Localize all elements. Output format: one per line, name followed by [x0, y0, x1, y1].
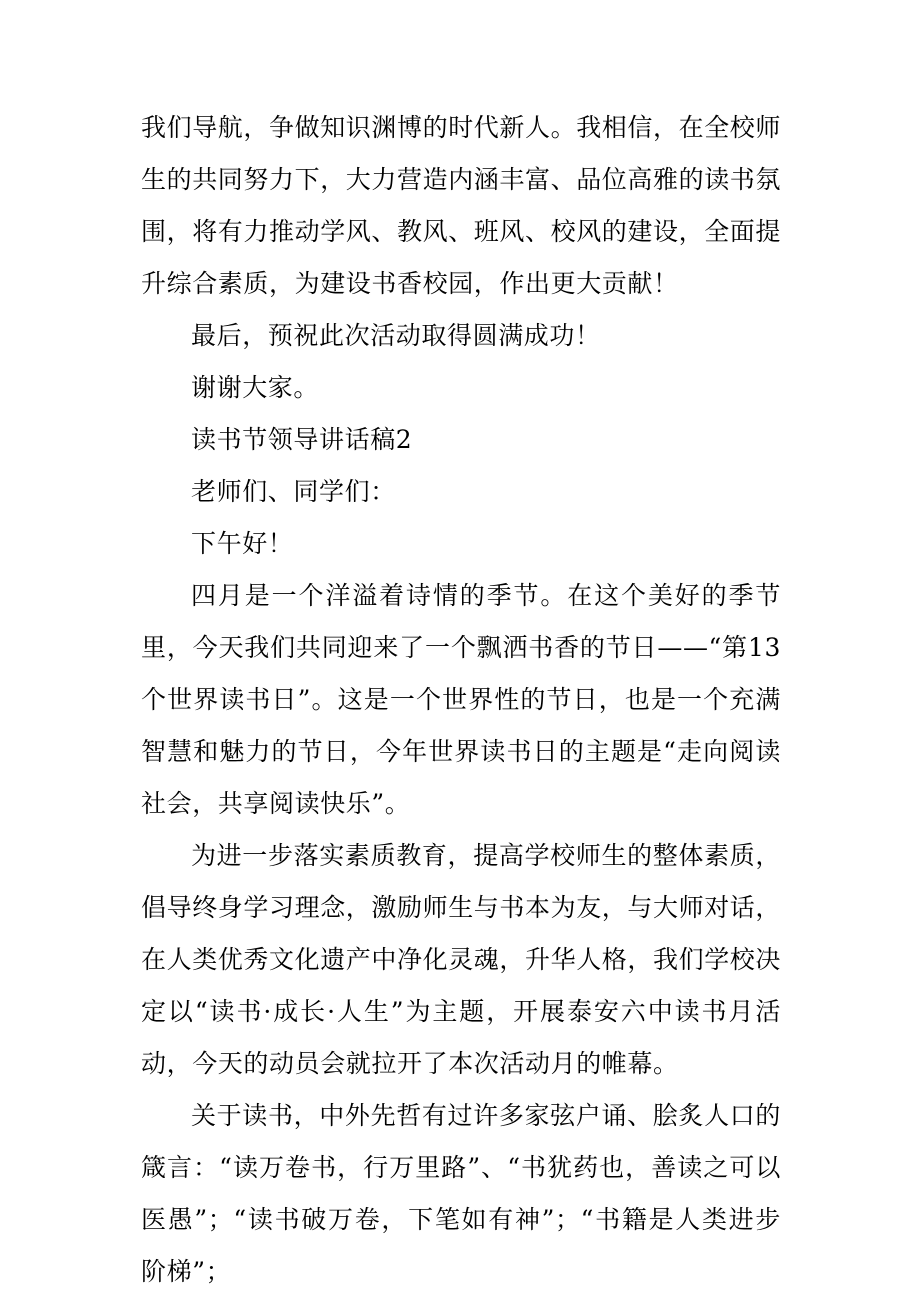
paragraph-continuation: 我们导航，争做知识渊博的时代新人。我相信，在全校师生的共同努力下，大力营造内涵丰富、品位高雅的读书氛围，将有力推动学风、教风、班风、校风的建设，全面提升综合素质，为建设书香校园，作出更大贡献！ — [141, 113, 782, 298]
section-title: 读书节领导讲话稿2 — [191, 425, 413, 454]
paragraph-thanks: 谢谢大家。 — [191, 373, 320, 402]
paragraph-april: 四月是一个洋溢着诗情的季节。在这个美好的季节里，今天我们共同迎来了一个飘洒书香的节日——“第13个世界读书日”。这是一个世界性的节日，也是一个充满智慧和魅力的节日，今年世界读书日的主题是“走向阅读社会，共享阅读快乐”。 — [141, 581, 781, 818]
salutation: 老师们、同学们： — [191, 477, 396, 506]
greeting: 下午好！ — [191, 529, 294, 558]
paragraph-quotes: 关于读书，中外先哲有过许多家弦户诵、脍炙人口的箴言：“读万卷书，行万里路”、“书犹药也，善读之可以医愚”；“读书破万卷，下笔如有神”；“书籍是人类进步阶梯”； — [141, 1101, 781, 1286]
document-body — [141, 102, 781, 1298]
paragraph-closing-wish: 最后，预祝此次活动取得圆满成功！ — [191, 321, 601, 350]
paragraph-purpose: 为进一步落实素质教育，提高学校师生的整体素质，倡导终身学习理念，激励师生与书本为友，与大师对话，在人类优秀文化遗产中净化灵魂，升华人格，我们学校决定以“读书·成长·人生”为主题，开展泰安六中读书月活动，今天的动员会就拉开了本次活动月的帷幕。 — [141, 841, 782, 1078]
